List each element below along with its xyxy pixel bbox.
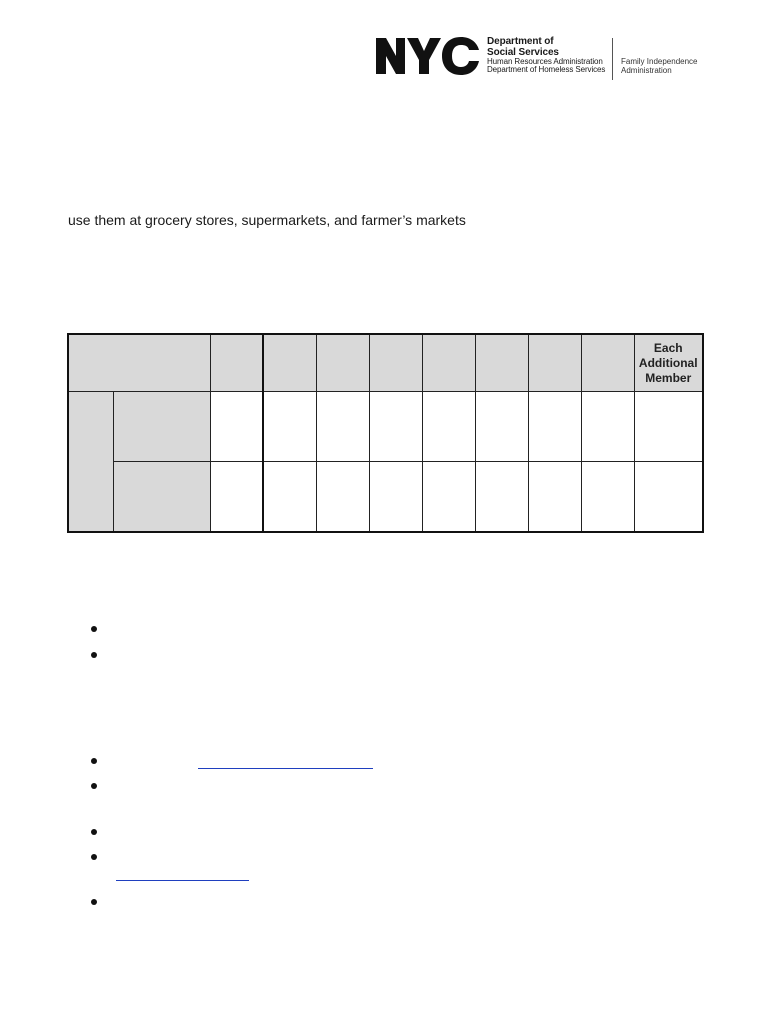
table-cell	[263, 462, 316, 533]
row-label	[113, 462, 210, 533]
header-cell	[263, 334, 316, 392]
member-line: Member	[645, 370, 692, 385]
bullet-point	[91, 854, 97, 860]
table-cell	[475, 392, 528, 462]
intro-text: use them at grocery stores, supermarkets, and farmer’s markets	[68, 212, 466, 228]
header-cell	[422, 334, 475, 392]
table-cell	[422, 392, 475, 462]
header-divider	[612, 38, 613, 80]
dept-sub-hra: Human Resources Administration	[487, 57, 603, 66]
benefit-table	[67, 333, 704, 533]
bullet-point	[91, 783, 97, 789]
fia-label	[621, 57, 698, 75]
table-cell	[316, 462, 369, 533]
table-cell	[263, 392, 316, 462]
header-cell	[581, 334, 634, 392]
table-cell	[369, 462, 422, 533]
nyc-logo	[375, 36, 481, 76]
row-group-label	[68, 392, 113, 533]
agency-header	[375, 36, 705, 80]
table-header-row	[68, 334, 703, 392]
table-cell	[210, 462, 263, 533]
department-name	[487, 37, 605, 75]
dept-name-line-2: Social Services	[487, 46, 559, 58]
table-cell	[316, 392, 369, 462]
link-underline[interactable]	[116, 880, 249, 881]
additional-line: Additional	[638, 355, 698, 370]
bullet-point	[91, 758, 97, 764]
table-cell	[581, 392, 634, 462]
table-cell	[634, 462, 703, 533]
table-cell	[475, 462, 528, 533]
header-cell	[528, 334, 581, 392]
bullet-point	[91, 626, 97, 632]
bullet-point	[91, 652, 97, 658]
row-label	[113, 392, 210, 462]
header-cell	[475, 334, 528, 392]
header-cell-label	[68, 334, 210, 392]
table-cell	[634, 392, 703, 462]
header-cell	[369, 334, 422, 392]
fia-line-1: Family Independence	[621, 57, 698, 66]
table-cell	[528, 462, 581, 533]
each-additional-member-header	[634, 334, 703, 392]
table-cell	[581, 462, 634, 533]
bullet-point	[91, 899, 97, 905]
table-cell	[422, 462, 475, 533]
link-underline[interactable]	[198, 768, 373, 769]
header-cell	[316, 334, 369, 392]
table-cell	[210, 392, 263, 462]
dept-name-line-1: Department of	[487, 36, 554, 47]
table-cell	[528, 392, 581, 462]
table-row	[68, 462, 703, 533]
each-line: Each	[653, 340, 683, 355]
header-cell	[210, 334, 263, 392]
dept-sub-dhs: Department of Homeless Services	[487, 65, 606, 75]
table-cell	[369, 392, 422, 462]
fia-line-2: Administration	[621, 66, 672, 76]
table-row	[68, 392, 703, 462]
bullet-point	[91, 829, 97, 835]
